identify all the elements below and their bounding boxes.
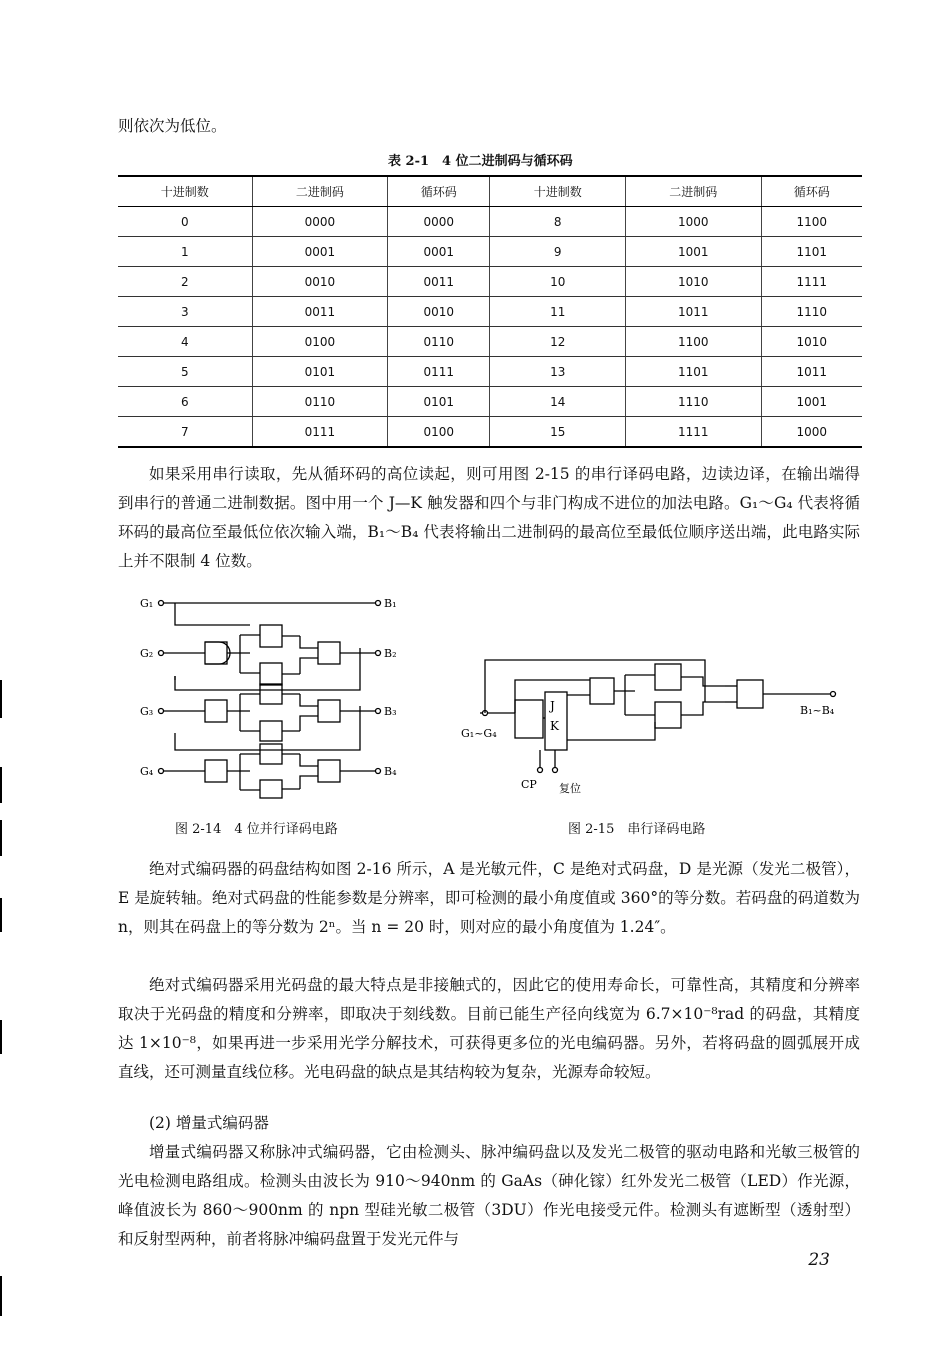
fig15-label-k: K: [550, 719, 559, 733]
table-header: 十进制数: [118, 176, 252, 207]
table-cell: 15: [490, 417, 626, 448]
scan-edge-mark: [0, 1020, 2, 1054]
fig14-wiring: [159, 601, 381, 799]
table-cell: 13: [490, 357, 626, 387]
table-cell: 5: [118, 357, 252, 387]
table-cell: 3: [118, 297, 252, 327]
table-cell: 0110: [388, 327, 490, 357]
intro-line: 则依次为低位。: [118, 117, 227, 135]
table-cell: 1111: [625, 417, 761, 448]
table-cell: 1000: [761, 417, 862, 448]
table-row: [118, 207, 862, 237]
figure-2-15-caption: 图 2-15 串行译码电路: [568, 822, 706, 837]
scan-edge-mark: [0, 680, 2, 718]
table-cell: 9: [490, 237, 626, 267]
table-cell: 1110: [761, 297, 862, 327]
table-row: [118, 297, 862, 327]
fig14-label-g2: G₂: [140, 647, 154, 660]
table-cell: 1100: [761, 207, 862, 237]
page-number: 23: [808, 1250, 830, 1270]
table-cell: 0010: [388, 297, 490, 327]
table-header: 二进制码: [625, 176, 761, 207]
paragraph-incremental-encoder: 增量式编码器又称脉冲式编码器，它由检测头、脉冲编码盘以及发光二极管的驱动电路和光敏三极管的光电检测电路组成。检测头由波长为 910～940nm 的 GaAs（砷化镓）红外发光二极管（LED）作光源，峰值波长为 860～900nm 的 npn 型硅光敏二极管（3DU）作光电接受元件。检测头有遮断型（透射型）和反射型两种，前者将脉冲编码盘置于发光元件与: [118, 1143, 860, 1248]
table-cell: 1001: [625, 237, 761, 267]
table-cell: 1010: [761, 327, 862, 357]
table-cell: 1: [118, 237, 252, 267]
table-header: 循环码: [761, 176, 862, 207]
table-cell: 0001: [388, 237, 490, 267]
table-row: [118, 387, 862, 417]
fig14-label-b1: B₁: [384, 597, 397, 610]
table-cell: 1110: [625, 387, 761, 417]
fig15-label-reset: 复位: [559, 782, 581, 795]
table-cell: 0: [118, 207, 252, 237]
table-cell: 12: [490, 327, 626, 357]
table-cell: 0000: [388, 207, 490, 237]
fig15-label-input: G₁~G₄: [461, 727, 497, 740]
table-cell: 1111: [761, 267, 862, 297]
table-cell: 0111: [252, 417, 388, 448]
table-cell: 0001: [252, 237, 388, 267]
table-cell: 0101: [388, 387, 490, 417]
table-cell: 0000: [252, 207, 388, 237]
table-cell: 0100: [388, 417, 490, 448]
fig15-label-output: B₁~B₄: [800, 704, 835, 717]
table-row: [118, 417, 862, 448]
figure-2-15-diagram: [455, 650, 855, 800]
code-table: [118, 175, 862, 448]
table-cell: 7: [118, 417, 252, 448]
fig14-label-b3: B₃: [384, 705, 397, 718]
fig15-label-j: J: [550, 699, 555, 713]
table-cell: 0100: [252, 327, 388, 357]
scan-edge-mark: [0, 898, 2, 932]
section-heading-incremental-encoder: (2) 增量式编码器: [149, 1114, 269, 1132]
figure-2-14-caption: 图 2-14 4 位并行译码电路: [175, 822, 338, 837]
table-cell: 14: [490, 387, 626, 417]
table-cell: 1101: [761, 237, 862, 267]
table-cell: 1101: [625, 357, 761, 387]
table-cell: 11: [490, 297, 626, 327]
scan-edge-mark: [0, 820, 2, 856]
paragraph-serial-decoding: 如果采用串行读取，先从循环码的高位读起，则可用图 2-15 的串行译码电路，边读边译，在输出端得到串行的普通二进制数据。图中用一个 J—K 触发器和四个与非门构成不进位的加法电路。G₁～G₄ 代表将循环码的最高位至最低位依次输入端，B₁～B₄ 代表将输出二进制码的最高位至最低位顺序送出端，此电路实际上并不限制 4 位数。: [118, 465, 860, 570]
table-cell: 1011: [761, 357, 862, 387]
table-cell: 0111: [388, 357, 490, 387]
table-row: [118, 357, 862, 387]
table-cell: 1011: [625, 297, 761, 327]
table-header-row: [118, 176, 862, 207]
paragraph-optical-disc: 绝对式编码器采用光码盘的最大特点是非接触式的，因此它的使用寿命长，可靠性高，其精度和分辨率取决于光码盘的精度和分辨率，即取决于刻线数。目前已能生产径向线宽为 6.7×10⁻⁸rad 的码盘，其精度达 1×10⁻⁸，如果再进一步采用光学分解技术，可获得更多位的光电编码器。另外，若将码盘的圆弧展开成直线，还可测量直线位移。光电码盘的缺点是其结构较为复杂，光源寿命较短。: [118, 976, 860, 1081]
table-header: 十进制数: [490, 176, 626, 207]
fig14-label-g4: G₄: [140, 765, 154, 778]
table-cell: 1010: [625, 267, 761, 297]
table-caption: 表 2-1 4 位二进制码与循环码: [388, 154, 573, 169]
table-cell: 4: [118, 327, 252, 357]
fig14-label-g1: G₁: [140, 597, 154, 610]
paragraph-absolute-encoder: 绝对式编码器的码盘结构如图 2-16 所示，A 是光敏元件，C 是绝对式码盘，D 是光源（发光二极管），E 是旋转轴。绝对式码盘的性能参数是分辨率，即可检测的最小角度值或 360°的等分数。若码盘的码道数为 n，则其在码盘上的等分数为 2ⁿ。当 n = 20 时，则对应的最小角度值为 1.24″。: [118, 860, 860, 936]
table-row: [118, 267, 862, 297]
scan-edge-mark: [0, 1276, 2, 1316]
table-row: [118, 327, 862, 357]
table-cell: 0101: [252, 357, 388, 387]
fig14-label-b4: B₄: [384, 765, 397, 778]
table-cell: 0110: [252, 387, 388, 417]
table-header: 二进制码: [252, 176, 388, 207]
scan-edge-mark: [0, 767, 2, 803]
figure-2-14-diagram: [130, 590, 420, 800]
fig14-label-b2: B₂: [384, 647, 397, 660]
table-header: 循环码: [388, 176, 490, 207]
table-row: [118, 237, 862, 267]
table-cell: 1000: [625, 207, 761, 237]
table-cell: 0011: [388, 267, 490, 297]
fig15-label-cp: CP: [521, 778, 537, 791]
fig15-wiring: [480, 660, 836, 773]
table-cell: 0010: [252, 267, 388, 297]
table-cell: 6: [118, 387, 252, 417]
fig14-label-g3: G₃: [140, 705, 154, 718]
table-cell: 8: [490, 207, 626, 237]
table-cell: 10: [490, 267, 626, 297]
table-cell: 1100: [625, 327, 761, 357]
table-cell: 2: [118, 267, 252, 297]
table-cell: 0011: [252, 297, 388, 327]
table-cell: 1001: [761, 387, 862, 417]
